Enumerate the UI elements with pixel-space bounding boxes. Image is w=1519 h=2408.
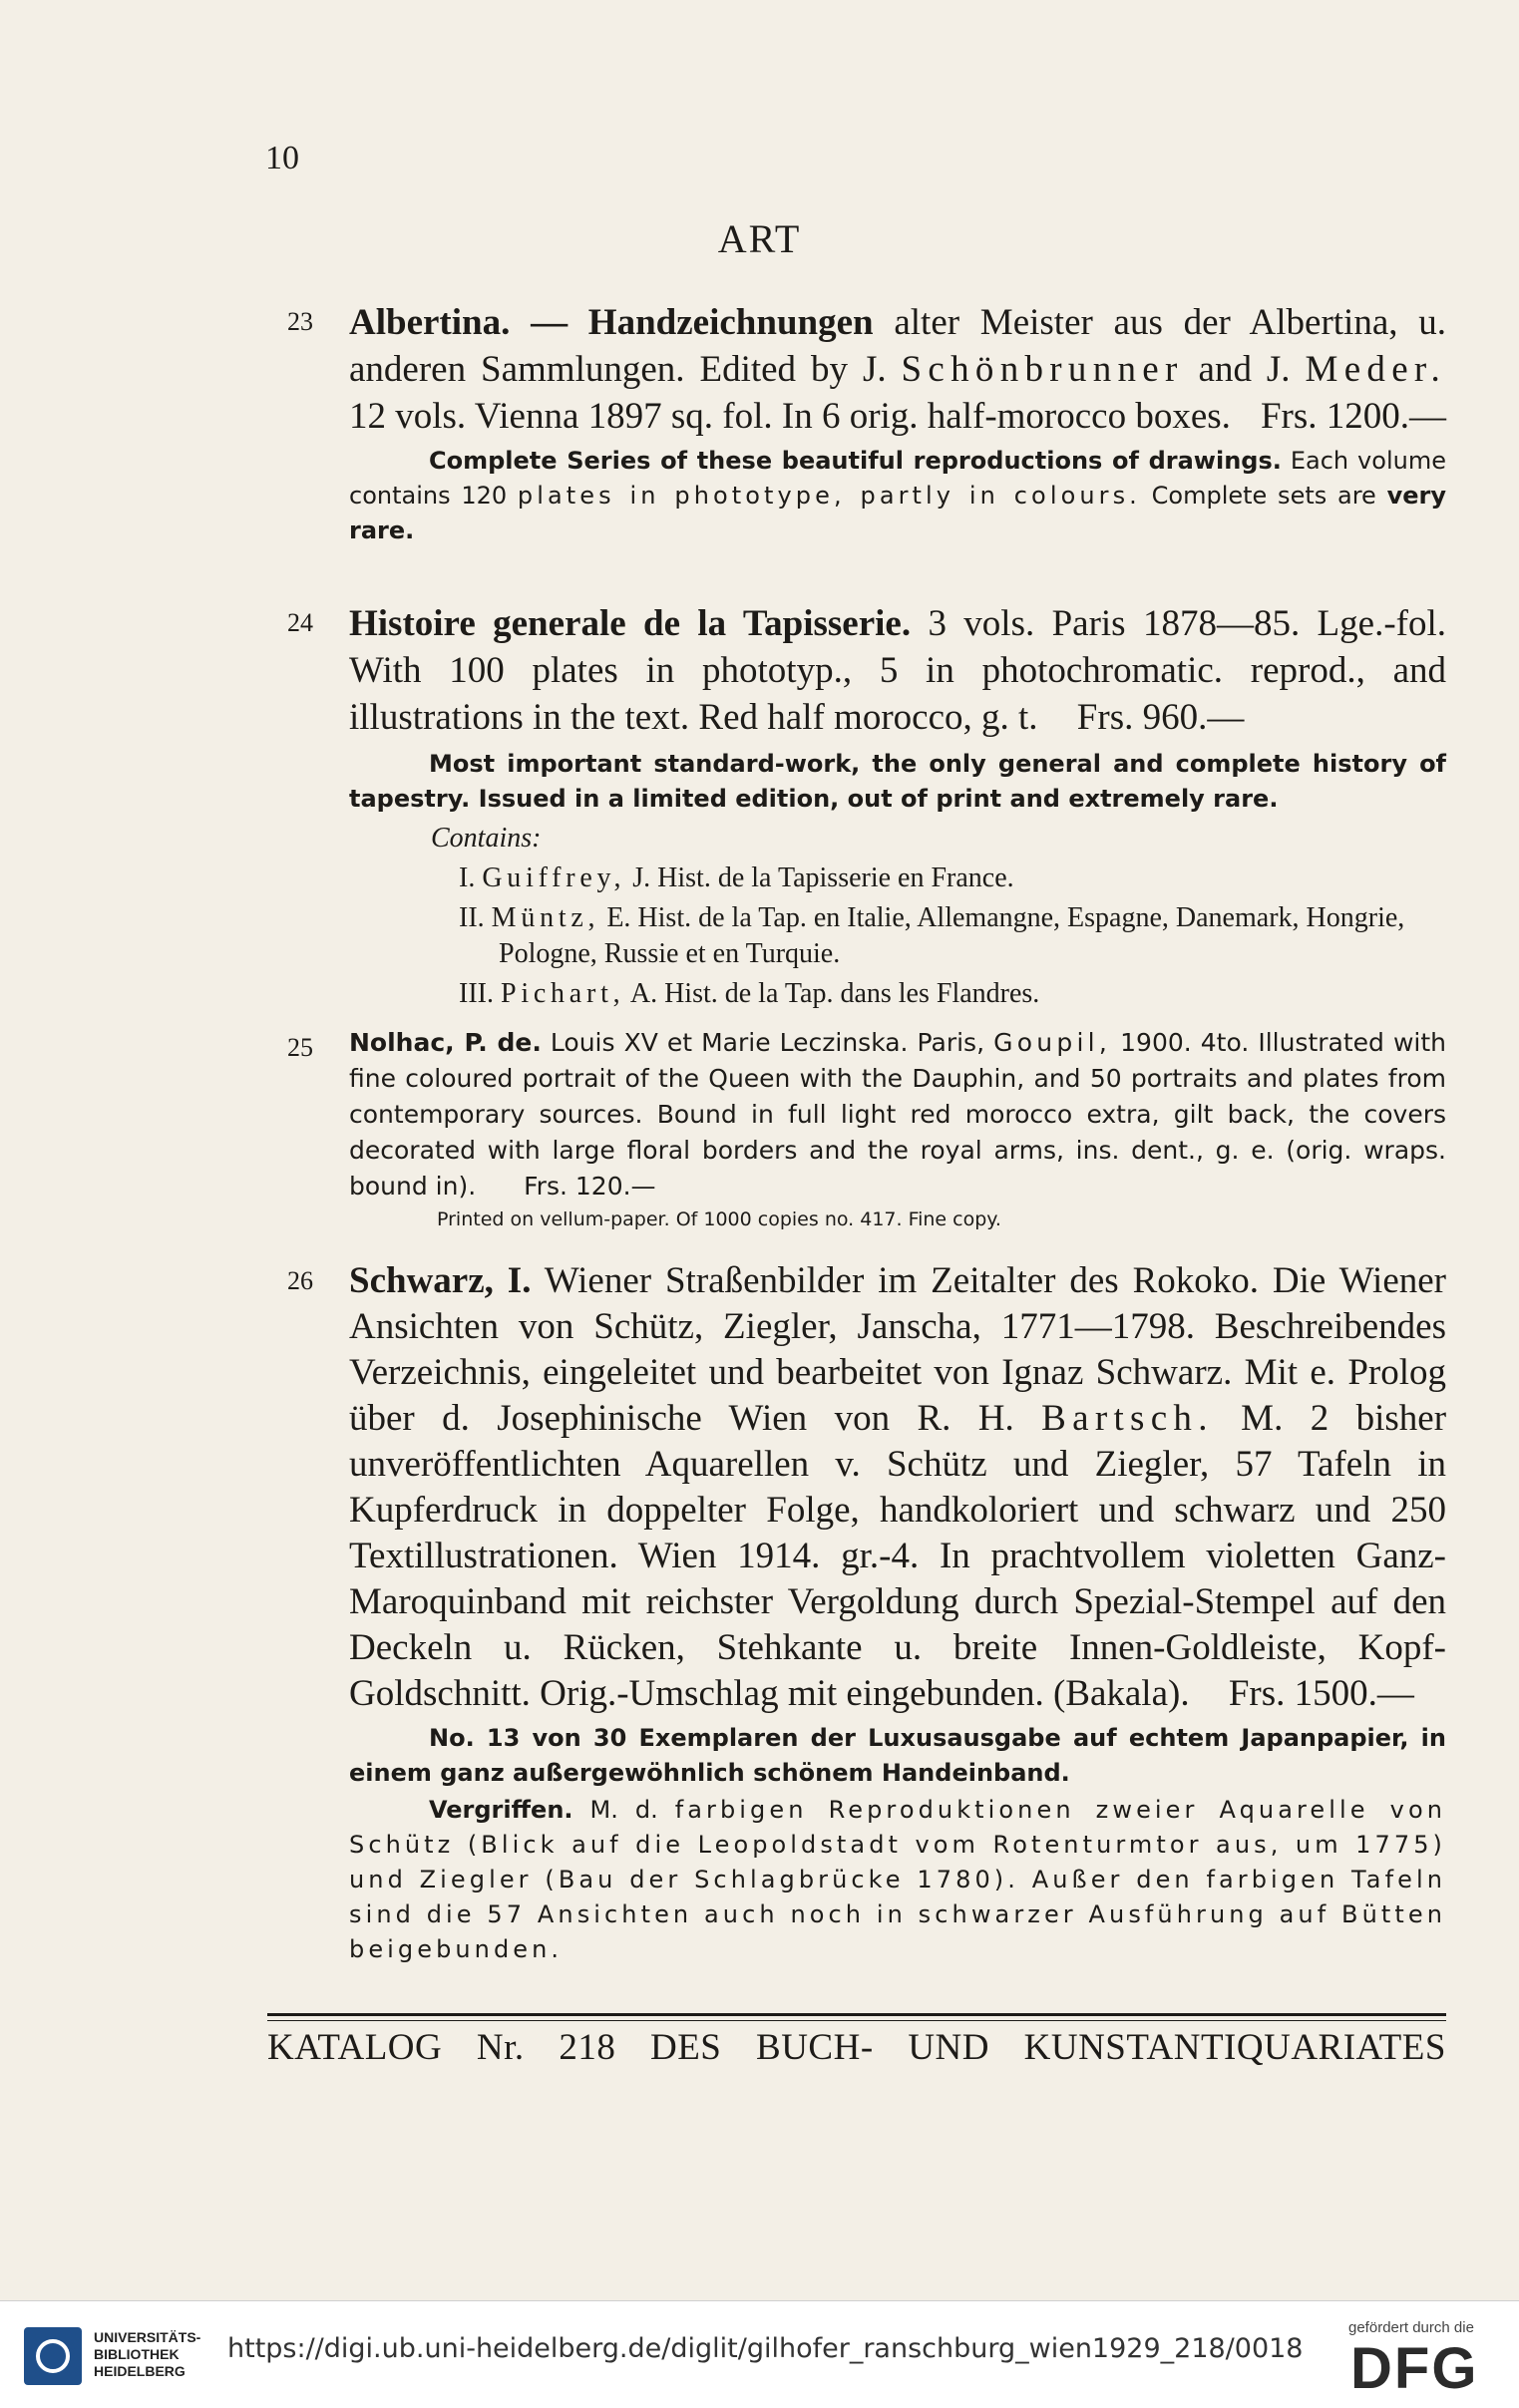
entry-description: Histoire generale de la Tapisserie. 3 vols. Paris 1878—85. Lge.-fol. With 100 plates in phototyp., 5 in photochromatic. reprod., and illustrations in the text. Red half morocco, g. t. Frs. 960.— xyxy=(349,603,1446,738)
editor-name: Schönbrunner xyxy=(901,349,1184,390)
dfg-logo[interactable]: DFG xyxy=(1350,2336,1479,2401)
catalog-entry-23 xyxy=(287,299,1447,548)
entry-title: Nolhac, P. de. xyxy=(349,1028,542,1057)
university-library-logo-icon[interactable] xyxy=(24,2327,82,2385)
entry-number: 26 xyxy=(287,1266,313,1295)
entry-price: Frs. 960.— xyxy=(1076,697,1245,738)
entry-note: Vergriffen. M. d. farbigen Reproduktionen zweier Aquarelle von Schütz (Blick auf die Leopoldstadt vom Rotenturmtor aus, um 1775) und Ziegler (Bau der Schlagbrücke 1780). Außer den farbigen Tafeln sind die 57 Ansichten auch noch in schwarzer Ausführung auf Bütten beigebunden. xyxy=(349,1796,1446,1963)
entry-number: 24 xyxy=(287,608,313,637)
entry-note: Printed on vellum-paper. Of 1000 copies no. 417. Fine copy. xyxy=(437,1208,1001,1230)
institution-name[interactable]: UNIVERSITÄTS- BIBLIOTHEK HEIDELBERG xyxy=(94,2329,201,2379)
funded-by-label: gefördert durch die xyxy=(1348,2319,1474,2336)
catalog-entry-25 xyxy=(287,1025,1447,1234)
entry-title: Albertina. — Handzeichnungen xyxy=(349,302,874,343)
list-item: I. Guiffrey, J. Hist. de la Tapisserie en France. xyxy=(459,862,1014,893)
entry-title: Histoire generale de la Tapisserie. xyxy=(349,603,912,644)
publisher-name: Goupil, xyxy=(993,1028,1112,1057)
editor-name: Meder. xyxy=(1305,349,1447,390)
footer-rule xyxy=(267,2020,1446,2021)
entry-number: 25 xyxy=(287,1033,313,1062)
section-title: ART xyxy=(717,216,802,261)
list-item: III. Pichart, A. Hist. de la Tap. dans les Flandres. xyxy=(459,978,1040,1009)
entry-number: 23 xyxy=(287,307,313,336)
entry-note: Most important standard-work, the only general and complete history of tapestry. Issued in a limited edition, out of print and extremely rare. xyxy=(349,750,1446,813)
entry-description: Albertina. — Handzeichnungen alter Meister aus der Albertina, u. anderen Sammlungen. Edited by J. Schönbrunner and J. Meder. 12 vols. Vienna 1897 sq. fol. In 6 orig. half-morocco boxes. xyxy=(349,302,1447,437)
author-name: Bartsch. xyxy=(1041,1398,1214,1439)
contents-label: Contains: xyxy=(431,823,542,854)
permalink-url[interactable]: https://digi.ub.uni-heidelberg.de/diglit/gilhofer_ranschburg_wien1929_218/0018 xyxy=(227,2333,1304,2364)
entry-price: Frs. 1500.— xyxy=(1228,1673,1414,1714)
entry-price: Frs. 1200.— xyxy=(1260,396,1446,437)
footer-rule xyxy=(267,2013,1446,2016)
entry-price: Frs. 120.— xyxy=(524,1172,656,1201)
entry-description: Schwarz, I. Wiener Straßenbilder im Zeitalter des Rokoko. Die Wiener Ansichten von Schütz, Ziegler, Janscha, 1771—1798. Beschreibendes Verzeichnis, eingeleitet und bearbeitet von Ignaz Schwarz. Mit e. Prolog über d. Josephinische Wien von R. H. Bartsch. M. 2 bisher unveröffentlichten Aquarellen v. Schütz und Ziegler, 57 Tafeln in Kupferdruck in doppelter Folge, handkoloriert und schwarz und 250 Textillustrationen. Wien 1914. gr.-4. In prachtvollem violetten Ganz-Maroquinband mit reichster Vergoldung durch Spezial-Stempel auf den Deckeln u. Rücken, Stehkante u. breite Innen-Goldleiste, Kopf-Goldschnitt. Orig.-Umschlag mit eingebunden. (Bakala). Frs. 1500.— xyxy=(349,1260,1447,1714)
viewer-bar xyxy=(0,2300,1519,2408)
contents-list xyxy=(349,821,1446,1012)
list-item: II. Müntz, E. Hist. de la Tap. en Italie, Allemangne, Espagne, Danemark, Hongrie, Pologne, Russie et en Turquie. xyxy=(459,902,1405,969)
entry-description: Nolhac, P. de. Louis XV et Marie Leczinska. Paris, Goupil, 1900. 4to. Illustrated with fine coloured portrait of the Queen with the Dauphin, and 50 portraits and plates from contemporary sources. Bound in full light red morocco extra, gilt back, the covers decorated with large floral borders and the royal arms, ins. dent., g. e. (orig. wraps. bound in). Frs. 120.— xyxy=(349,1028,1447,1201)
entry-note: Complete Series of these beautiful reproductions of drawings. Each volume contains 120 plates in phototype, partly in colours. Complete sets are very rare. xyxy=(349,447,1446,544)
page-number: 10 xyxy=(265,140,299,176)
catalog-entry-26 xyxy=(287,1258,1447,1967)
catalog-footer: KATALOG Nr. 218 DES BUCH- UND KUNSTANTIQUARIATES xyxy=(267,2027,1446,2068)
catalog-entry-24 xyxy=(287,600,1446,1012)
entry-title: Schwarz, I. xyxy=(349,1260,532,1301)
entry-note: No. 13 von 30 Exemplaren der Luxusausgabe auf echtem Japanpapier, in einem ganz außergewöhnlich schönem Handeinband. xyxy=(349,1724,1446,1787)
